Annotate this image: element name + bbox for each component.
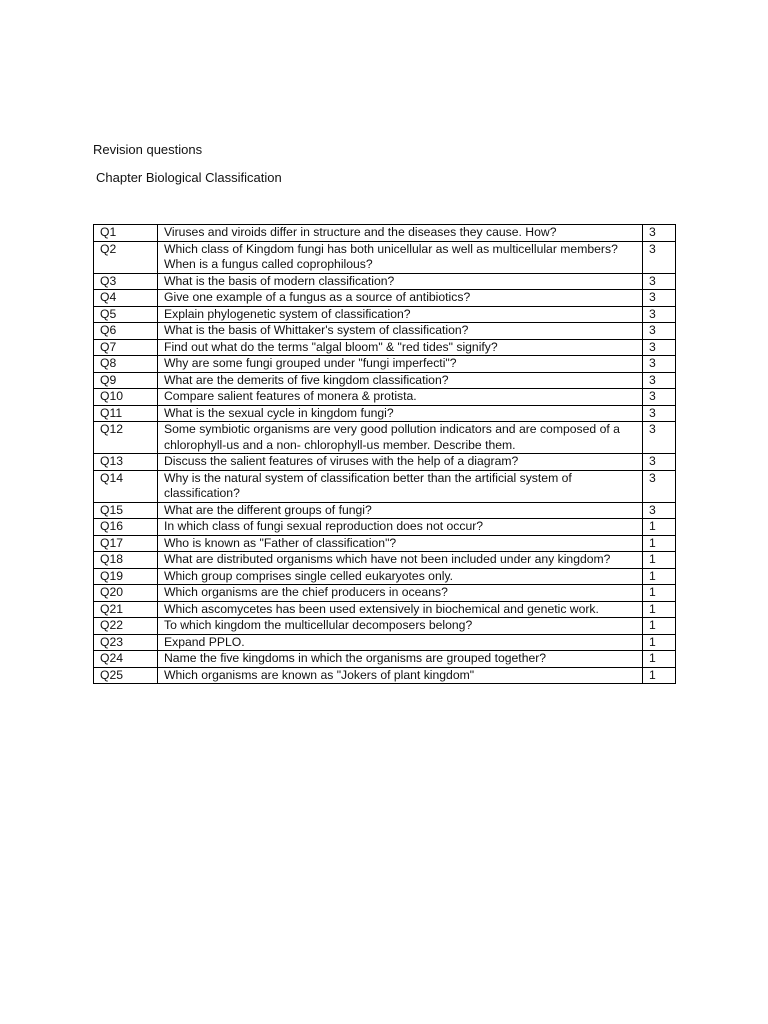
question-text: What are the demerits of five kingdom classification? — [158, 372, 643, 389]
question-text: Which group comprises single celled eukaryotes only. — [158, 568, 643, 585]
table-row — [94, 372, 676, 389]
table-row — [94, 568, 676, 585]
chapter-subtitle: Chapter Biological Classification — [96, 170, 282, 185]
page-title: Revision questions — [93, 142, 203, 157]
table-row — [94, 651, 676, 668]
question-text: Which class of Kingdom fungi has both unicellular as well as multicellular members? When is a fungus called coprophilous? — [158, 241, 643, 273]
questions-table — [93, 224, 676, 684]
question-marks: 3 — [643, 339, 676, 356]
question-text: What are distributed organisms which have not been included under any kingdom? — [158, 552, 643, 569]
question-number: Q13 — [94, 454, 158, 471]
question-number: Q14 — [94, 470, 158, 502]
question-number: Q23 — [94, 634, 158, 651]
table-row — [94, 389, 676, 406]
question-number: Q19 — [94, 568, 158, 585]
question-marks: 3 — [643, 372, 676, 389]
question-number: Q20 — [94, 585, 158, 602]
question-marks: 1 — [643, 519, 676, 536]
question-text: Compare salient features of monera & protista. — [158, 389, 643, 406]
question-marks: 1 — [643, 634, 676, 651]
question-number: Q21 — [94, 601, 158, 618]
table-row — [94, 405, 676, 422]
question-marks: 3 — [643, 454, 676, 471]
question-marks: 3 — [643, 356, 676, 373]
question-marks: 1 — [643, 651, 676, 668]
question-number: Q18 — [94, 552, 158, 569]
question-marks: 3 — [643, 502, 676, 519]
table-row — [94, 323, 676, 340]
question-marks: 3 — [643, 306, 676, 323]
table-row — [94, 454, 676, 471]
question-number: Q9 — [94, 372, 158, 389]
question-text: Name the five kingdoms in which the organisms are grouped together? — [158, 651, 643, 668]
question-text: Which organisms are known as "Jokers of plant kingdom" — [158, 667, 643, 684]
question-text: Who is known as "Father of classification"? — [158, 535, 643, 552]
question-marks: 3 — [643, 273, 676, 290]
table-row — [94, 225, 676, 242]
table-row — [94, 339, 676, 356]
question-text: Explain phylogenetic system of classification? — [158, 306, 643, 323]
question-number: Q11 — [94, 405, 158, 422]
table-row — [94, 422, 676, 454]
question-number: Q12 — [94, 422, 158, 454]
table-row — [94, 290, 676, 307]
question-number: Q1 — [94, 225, 158, 242]
question-number: Q3 — [94, 273, 158, 290]
question-marks: 3 — [643, 422, 676, 454]
table-row — [94, 634, 676, 651]
question-text: In which class of fungi sexual reproduction does not occur? — [158, 519, 643, 536]
question-text: Give one example of a fungus as a source of antibiotics? — [158, 290, 643, 307]
question-marks: 3 — [643, 323, 676, 340]
question-number: Q6 — [94, 323, 158, 340]
question-marks: 1 — [643, 618, 676, 635]
question-number: Q10 — [94, 389, 158, 406]
table-row — [94, 667, 676, 684]
question-text: What is the basis of modern classification? — [158, 273, 643, 290]
question-number: Q16 — [94, 519, 158, 536]
table-row — [94, 241, 676, 273]
question-text: Which ascomycetes has been used extensively in biochemical and genetic work. — [158, 601, 643, 618]
table-row — [94, 552, 676, 569]
table-row — [94, 502, 676, 519]
question-marks: 1 — [643, 568, 676, 585]
question-number: Q5 — [94, 306, 158, 323]
question-text: Some symbiotic organisms are very good pollution indicators and are composed of a chlorophyll-us and a non- chlorophyll-us member. Describe them. — [158, 422, 643, 454]
question-marks: 1 — [643, 601, 676, 618]
question-number: Q15 — [94, 502, 158, 519]
question-marks: 3 — [643, 389, 676, 406]
question-number: Q2 — [94, 241, 158, 273]
table-row — [94, 356, 676, 373]
question-text: Find out what do the terms "algal bloom" & "red tides" signify? — [158, 339, 643, 356]
question-marks: 3 — [643, 290, 676, 307]
table-row — [94, 535, 676, 552]
question-text: What is the basis of Whittaker's system of classification? — [158, 323, 643, 340]
question-number: Q17 — [94, 535, 158, 552]
table-row — [94, 601, 676, 618]
question-text: Why are some fungi grouped under "fungi imperfecti"? — [158, 356, 643, 373]
question-number: Q7 — [94, 339, 158, 356]
table-row — [94, 618, 676, 635]
question-text: What is the sexual cycle in kingdom fungi? — [158, 405, 643, 422]
question-marks: 3 — [643, 405, 676, 422]
table-row — [94, 273, 676, 290]
table-row — [94, 306, 676, 323]
question-text: Discuss the salient features of viruses with the help of a diagram? — [158, 454, 643, 471]
questions-table-body — [94, 225, 676, 684]
question-text: What are the different groups of fungi? — [158, 502, 643, 519]
table-row — [94, 519, 676, 536]
table-row — [94, 470, 676, 502]
question-number: Q25 — [94, 667, 158, 684]
question-number: Q24 — [94, 651, 158, 668]
question-marks: 1 — [643, 535, 676, 552]
question-marks: 3 — [643, 241, 676, 273]
question-text: Expand PPLO. — [158, 634, 643, 651]
question-text: To which kingdom the multicellular decomposers belong? — [158, 618, 643, 635]
question-text: Which organisms are the chief producers in oceans? — [158, 585, 643, 602]
question-number: Q22 — [94, 618, 158, 635]
question-text: Why is the natural system of classification better than the artificial system of classification? — [158, 470, 643, 502]
question-marks: 1 — [643, 552, 676, 569]
question-marks: 3 — [643, 470, 676, 502]
question-number: Q4 — [94, 290, 158, 307]
question-marks: 3 — [643, 225, 676, 242]
table-row — [94, 585, 676, 602]
question-marks: 1 — [643, 667, 676, 684]
question-marks: 1 — [643, 585, 676, 602]
question-text: Viruses and viroids differ in structure and the diseases they cause. How? — [158, 225, 643, 242]
question-number: Q8 — [94, 356, 158, 373]
